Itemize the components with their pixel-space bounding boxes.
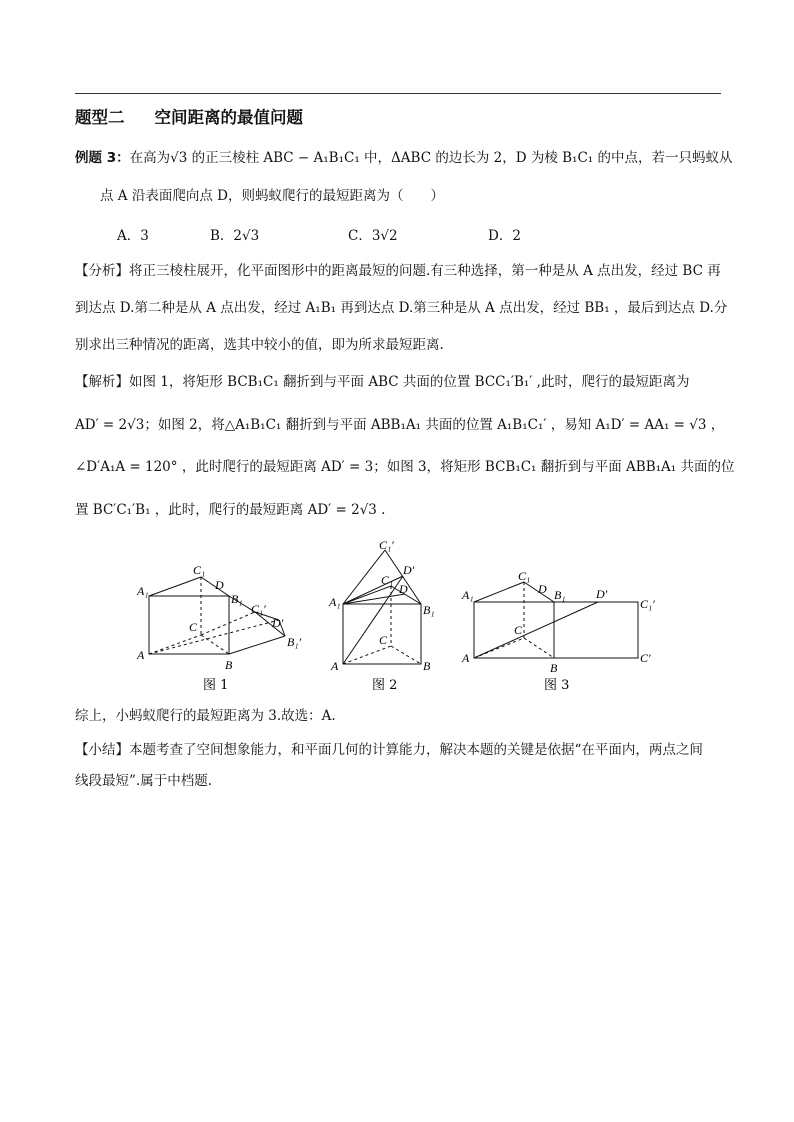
fig1-label-c1p: C₁′ [251, 602, 266, 616]
fig1-label-b1: B₁ [231, 592, 243, 606]
fig1-label-d: D [215, 578, 224, 592]
analysis-line-3: 别求出三种情况的距离，选其中较小的值，即为所求最短距离. [75, 337, 444, 353]
analysis-line-2: 到达点 D.第二种是从 A 点出发，经过 A₁B₁ 再到达点 D.第三种是从 A 点出发，经过 BB₁ ，最后到达点 D.分 [75, 300, 728, 316]
solution-text-1: 如图 1，将矩形 BCB₁C₁ 翻折到与平面 ABC 共面的位置 BCC₁′B₁′ ,此时，爬行的最短距离为 [129, 374, 690, 390]
fig3-label-cp: C′ [640, 651, 651, 665]
fig1-caption: 图 1 [203, 678, 229, 693]
fig1-label-a1: A₁ [137, 584, 149, 598]
summary-line-2: 线段最短”.属于中档题. [75, 773, 212, 789]
solution-line-4: 置 BC′C₁′B₁ ，此时，爬行的最短距离 AD′ = 2√3 . [75, 502, 386, 518]
fig1-label-a: A [137, 648, 145, 662]
section-title: 空间距离的最值问题 [154, 108, 303, 127]
summary-line-1 [75, 740, 703, 760]
option-d: D．2 [488, 228, 521, 244]
solution-line-2: AD′ = 2√3；如图 2，将△A₁B₁C₁ 翻折到与平面 ABB₁A₁ 共面的位置 A₁B₁C₁′ ，易知 A₁D′ = AA₁ = √3 ， [75, 417, 725, 433]
fig1-label-c1: C₁ [193, 563, 206, 577]
fig2-label-c: C [379, 633, 388, 647]
summary-text-1: 本题考查了空间想象能力，和平面几何的计算能力，解决本题的关键是依据“在平面内，两点之间 [129, 742, 703, 758]
fig2-label-dp: D′ [403, 563, 415, 577]
fig2-label-d: D [399, 582, 408, 596]
header-rule [75, 93, 721, 94]
fig3-label-c1p: C₁′ [640, 597, 655, 611]
fig3-label-dp: D′ [596, 587, 608, 601]
analysis-text-1: 将正三棱柱展开，化平面图形中的距离最短的问题.有三种选择，第一种是从 A 点出发，经过 BC 再 [129, 263, 721, 279]
summary-tag: 【小结】 [75, 742, 129, 758]
analysis-line-1 [75, 261, 721, 281]
solution-line-1 [75, 372, 689, 392]
fig3-label-d: D [538, 582, 547, 596]
option-c: C．3√2 [348, 228, 398, 244]
fig1-label-b: B [225, 658, 233, 672]
fig3-label-a1: A₁ [462, 588, 474, 602]
option-a: A．3 [117, 228, 149, 244]
fig3-label-a: A [462, 651, 470, 665]
fig2-label-c1p: C₁′ [379, 538, 394, 552]
figure-3 [458, 536, 668, 696]
fig2-label-a: A [331, 659, 339, 673]
section-label: 题型二 [75, 108, 125, 127]
fig3-label-c: C [514, 623, 523, 637]
figure-2 [325, 536, 445, 696]
example-line-2: 点 A 沿表面爬向点 D，则蚂蚁爬行的最短距离为（ ） [100, 188, 444, 204]
solution-tag: 【解析】 [75, 374, 129, 390]
analysis-tag: 【分析】 [75, 263, 129, 279]
option-b: B．2√3 [210, 228, 260, 244]
fig2-caption: 图 2 [372, 678, 398, 693]
fig2-label-b1: B₁ [423, 603, 435, 617]
example-label: 例题 3： [75, 150, 130, 166]
fig3-label-b: B [550, 661, 558, 675]
solution-line-3: ∠D′A₁A = 120° ，此时爬行的最短距离 AD′ = 3；如图 3，将矩形 BCB₁C₁ 翻折到与平面 ABB₁A₁ 共面的位 [75, 459, 735, 475]
fig1-label-c: C [189, 620, 198, 634]
fig1-label-b1p: B₁′ [287, 635, 302, 649]
fig3-caption: 图 3 [544, 678, 570, 693]
fig1-label-dp: D′ [272, 616, 284, 630]
fig2-label-a1: A₁ [329, 595, 341, 609]
figure-1 [133, 536, 313, 696]
section-heading [75, 104, 303, 128]
fig3-label-b1: B₁ [554, 588, 566, 602]
fig2-label-b: B [423, 659, 431, 673]
conclusion-line: 综上，小蚂蚁爬行的最短距离为 3.故选：A. [75, 708, 336, 724]
fig3-label-c1: C₁ [518, 569, 531, 583]
fig2-label-c1: C₁ [381, 573, 394, 587]
example-line-1 [75, 148, 732, 168]
example-text-1: 在高为√3 的正三棱柱 ABC − A₁B₁C₁ 中，ΔABC 的边长为 2，D 为棱 B₁C₁ 的中点，若一只蚂蚁从 [129, 150, 733, 166]
